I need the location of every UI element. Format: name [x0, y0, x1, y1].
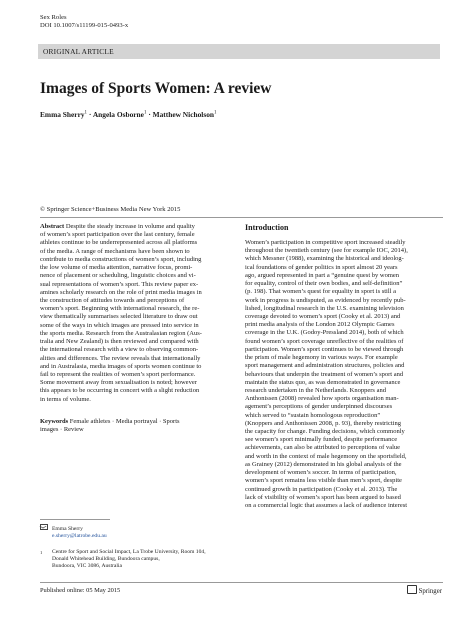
introduction-line: lished, longitudinal research in the U.S. examining television	[245, 304, 404, 312]
abstract-line: athletes continue to be underrepresented across all platforms	[40, 239, 198, 247]
author-separator: ·	[148, 110, 151, 119]
article-type: ORIGINAL ARTICLE	[43, 47, 114, 56]
springer-horse-icon	[407, 585, 417, 594]
affiliation-number: 1	[40, 550, 43, 555]
abstract-line: some of the ways in which images are pressed into service in	[40, 321, 199, 329]
introduction-line: development of women’s soccer. In terms of participation,	[245, 469, 397, 477]
abstract-column	[40, 223, 236, 434]
affiliation-line: Centre for Sport and Social Impact, La Trobe University, Room 104,	[52, 549, 206, 555]
introduction-line: which served to “sustain homologous reproduction”	[245, 411, 381, 419]
spacer	[40, 404, 236, 418]
abstract-line: sual representations of women’s sport. This review paper ex-	[40, 280, 199, 288]
article-title: Images of Sports Women: A review	[40, 80, 272, 97]
abstract-line: contribute to media constructions of women’s sport, including	[40, 255, 202, 263]
introduction-line: Anthonissen (2008) revealed how sports organisation man-	[245, 395, 399, 403]
introduction-line: which Messner (1988), examining the historical and ideolog-	[245, 255, 404, 263]
introduction-line: (p. 198). That women’s quest for equality in sport is still a	[245, 288, 396, 296]
affiliation-line: Bundoora, VIC 3086, Australia	[52, 563, 122, 569]
introduction-line: for equality, control of their own bodies, and self-definition”	[245, 280, 403, 288]
introduction-line: coverage in the U.K. (Godoy-Pressland 2014), both of which	[245, 329, 404, 337]
introduction-heading: Introduction	[245, 223, 289, 232]
introduction-line: maintain the status quo, as was demonstrated in governance	[245, 378, 401, 386]
introduction-line: achievements, can also be attributed to perceptions of value	[245, 444, 401, 452]
affiliation-line: Donald Whitehead Building, Bundoora campus,	[52, 556, 160, 562]
introduction-line: print media analysis of the London 2012 Olympic Games	[245, 321, 395, 329]
introduction-line: sport management and administration structures, policies and	[245, 362, 405, 370]
journal-name: Sex Roles	[40, 14, 67, 21]
envelope-icon	[40, 524, 48, 530]
keywords-line	[40, 418, 236, 426]
introduction-line: participation. Women’s sport continues to be viewed through	[245, 345, 404, 353]
introduction-line: coverage devoted to women’s sport (Cooky et al. 2013) and	[245, 312, 401, 320]
introduction-line: work in progress is undisputed, as evidenced by recently pub-	[245, 296, 406, 304]
introduction-line: throughout the twentieth century (see for example IOC, 2014),	[245, 247, 408, 255]
article-type-banner	[38, 44, 440, 59]
abstract-line: women’s sport. Beginning with international research, the re-	[40, 305, 200, 313]
abstract-line: tralia and New Zealand) is then reviewed and compared with	[40, 338, 199, 346]
journal-doi: DOI 10.1007/s11199-015-0493-x	[40, 22, 129, 30]
author-affiliation-mark: 1	[84, 110, 88, 116]
publisher-name: Springer	[418, 588, 442, 595]
author-name[interactable]: Angela Osborne	[92, 110, 144, 119]
abstract-line: fail to represent the realities of women’s sport performance.	[40, 370, 196, 378]
keywords-label: Keywords	[40, 417, 69, 425]
footnote-divider	[40, 519, 110, 520]
introduction-line: lack of visibility of women’s sport has been argued to based	[245, 493, 401, 501]
author-affiliation-mark: 1	[214, 110, 217, 116]
keywords-line: images · Review	[40, 426, 84, 434]
abstract-line: the sports media. Research from the Australasian region (Aus-	[40, 329, 202, 337]
introduction-line: on a commercial logic that assumes a lack of audience interest	[245, 502, 408, 509]
abstract-line: Some movement away from sexualisation is noted; however	[40, 379, 197, 387]
abstract-line: amines scholarly research on the role of print media images in	[40, 288, 202, 296]
introduction-column	[245, 223, 441, 510]
abstract-line	[40, 223, 236, 231]
abstract-line: of women’s sport participation over the last century, female	[40, 231, 195, 239]
abstract-line: nence of placement or scheduling, linguistic choices and vi-	[40, 272, 196, 280]
introduction-line: the prism of male hegemony in various ways. For example	[245, 354, 398, 362]
abstract-line: view thematically summarises selected literature to draw out	[40, 313, 198, 321]
introduction-line: and worth in the context of male hegemony on the sportsfield,	[245, 452, 407, 460]
introduction-line: continued growth in participation (Cooky et al. 2013). The	[245, 485, 398, 493]
author-name[interactable]: Emma Sherry	[40, 110, 85, 119]
introduction-line: (Knoppers and Anthonissen 2008, p. 93), thereby restricting	[245, 419, 401, 427]
affiliation-block	[40, 549, 206, 570]
introduction-line: see women’s sport minimally funded, despite performance	[245, 436, 398, 444]
introduction-line: the capacity for change. Funding decisions, which commonly	[245, 428, 405, 436]
published-date: Published online: 05 May 2015	[40, 587, 121, 594]
introduction-line: agement’s perceptions of gender underpinned discourses	[245, 403, 393, 411]
introduction-line: research undertaken in the Netherlands. Knoppers and	[245, 386, 386, 394]
correspondence-email[interactable]: e.sherry@latrobe.edu.au	[52, 533, 107, 539]
author-affiliation-mark: 1	[143, 110, 147, 116]
abstract-line: the construction of attitudes towards and perceptions of	[40, 296, 185, 304]
abstract-line: of the media. A range of mechanisms have been shown to	[40, 247, 190, 255]
author-name[interactable]: Matthew Nicholson	[152, 110, 215, 119]
divider	[40, 217, 443, 218]
author-list	[40, 110, 217, 119]
copyright-notice: © Springer Science+Business Media New York 2015	[40, 206, 181, 213]
introduction-line: found women’s sport coverage unreflective of the realities of	[245, 337, 404, 345]
abstract-line: the low volume of media attention, narrative focus, promi-	[40, 264, 193, 272]
keywords-text: Female athletes · Media portrayal · Sports	[69, 417, 180, 425]
introduction-line: women’s sport remains less visible than men’s sport, despite	[245, 477, 402, 485]
abstract-line: and in Australasia, media images of sports women continue to	[40, 362, 202, 370]
introduction-line: Women’s participation in competitive sport increased steadily	[245, 239, 406, 246]
introduction-line: ical foundations of gender politics in sport almost 20 years	[245, 263, 398, 271]
introduction-line: ago, argued represented in part a “genuine quest by women	[245, 271, 400, 279]
abstract-label: Abstract	[40, 223, 65, 230]
footer-divider	[40, 582, 443, 583]
abstract-line: this appears to be occurring in concert with a slight reduction	[40, 387, 200, 395]
publisher-logo	[407, 585, 442, 595]
abstract-line: alities and differences. The review reveals that internationally	[40, 354, 201, 362]
correspondence-name: Emma Sherry	[52, 526, 83, 532]
abstract-text: Despite the steady increase in volume and quality	[65, 223, 195, 230]
abstract-line: the international research with a view to observing common-	[40, 346, 199, 354]
correspondence-block	[40, 524, 107, 540]
journal-header	[40, 14, 128, 30]
introduction-line: behaviours that underpin the treatment of women’s sport and	[245, 370, 404, 378]
introduction-line: as Grainey (2012) demonstrated in his global analysis of the	[245, 460, 402, 468]
author-separator: ·	[88, 110, 92, 119]
abstract-line: in terms of volume.	[40, 395, 91, 403]
